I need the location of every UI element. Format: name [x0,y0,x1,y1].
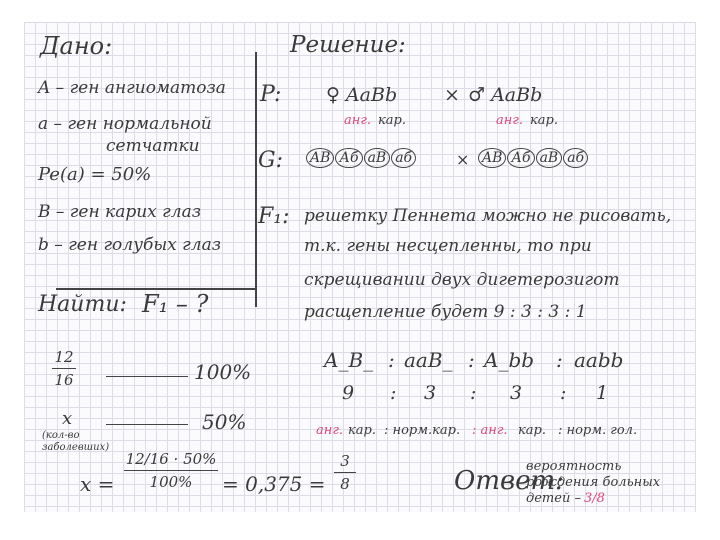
f1-text-3: скрещивании двух дигетерозигот [304,270,620,290]
pheno-3-red: : анг. [472,423,508,438]
genotype-sep-3: : [556,348,563,372]
answer-label: Ответ: [454,466,564,496]
gamete-circle: aB [364,148,391,168]
proportion-fraction [52,348,76,389]
given-line-2: a – ген нормальной [38,114,212,134]
answer-line-2: рождения больных [526,475,661,490]
gamete-circle: AB [478,148,506,168]
given-line-5: B – ген карих глаз [38,202,201,222]
ratio-2: 3 [424,382,437,404]
calc-bar [124,470,218,471]
ratio-1: 9 [342,382,355,404]
divider-vertical [255,52,257,307]
f1-text-1: решетку Пеннета можно не рисовать, [304,206,672,226]
pheno-2: : норм.кар. [384,423,461,438]
ratio-sep-2: : [470,382,477,404]
calc-x: x = [80,472,115,496]
f1-text-4: расщепление будет 9 : 3 : 3 : 1 [304,302,587,322]
genotype-4: aabb [574,348,624,372]
gametes-right [478,148,589,168]
answer-line-3: детей – [526,491,581,506]
genotype-1: A_B_ [324,348,374,372]
fraction-bar [52,368,76,369]
given-title: Дано: [40,32,113,60]
gamete-circle: aB [536,148,563,168]
p-male: ♂ AaBb [468,84,543,106]
fraction-denominator: 16 [54,371,74,389]
p-male-pheno: анг. [496,113,524,128]
genotype-3: A_bb [484,348,535,372]
gamete-circle: AB [306,148,334,168]
pheno-3: кар. [518,423,546,438]
ratio-4: 1 [596,382,609,404]
genotype-sep-2: : [468,348,475,372]
find-value: F₁ – ? [142,290,209,318]
gamete-circle: Аб [335,148,362,168]
f1-label: F₁: [258,204,290,229]
gametes-left [306,148,417,168]
given-line-3: сетчатки [106,136,200,156]
calc-result-bar [334,472,356,473]
find-label: Найти: [38,292,127,317]
calc-numerator: 12/16 · 50% [125,450,217,468]
genotype-2: aaB_ [404,348,453,372]
answer-value: 3/8 [584,491,605,506]
proportion-x: x [62,408,73,429]
ratio-sep-1: : [390,382,397,404]
gamete-circle: аб [563,148,588,168]
proportion-50: 50% [202,410,247,434]
answer-line-1: вероятность [526,459,622,474]
given-line-1: A – ген ангиоматоза [38,78,226,98]
gamete-circle: аб [391,148,416,168]
fraction-numerator: 12 [54,348,74,366]
calc-denominator: 100% [149,473,193,491]
gametes-cross: × [456,150,470,169]
g-label: G: [258,148,283,173]
f1-text-2: т.к. гены несцепленны, то при [304,236,592,256]
proportion-100: 100% [194,360,252,384]
pheno-1: кар. [348,423,376,438]
proportion-note: (кол-во заболевших) [42,430,110,453]
p-label: P: [260,82,282,107]
calc-result-denominator: 8 [340,475,350,493]
calc-result-fraction [334,452,356,493]
genotype-sep-1: : [388,348,395,372]
given-line-6: b – ген голубых глаз [38,235,221,255]
calc-result: = 0,375 = [222,472,326,496]
given-line-4: Pe(a) = 50% [38,164,152,185]
gamete-circle: Аб [507,148,534,168]
p-cross: × [444,84,460,106]
pheno-1-red: анг. [316,423,344,438]
calc-result-numerator: 3 [340,452,350,470]
pheno-4: : норм. гол. [558,423,638,438]
calc-fraction [124,450,218,491]
ratio-sep-3: : [560,382,567,404]
proportion-dash-2 [106,424,188,425]
p-female-pheno: анг. [344,113,372,128]
notebook-sheet [24,22,696,512]
p-female: ♀ AaBb [326,84,398,106]
p-male-pheno2: кар. [530,113,558,128]
ratio-3: 3 [510,382,523,404]
p-female-pheno2: кар. [378,113,406,128]
proportion-dash-1 [106,376,188,377]
solution-title: Решение: [290,32,406,58]
